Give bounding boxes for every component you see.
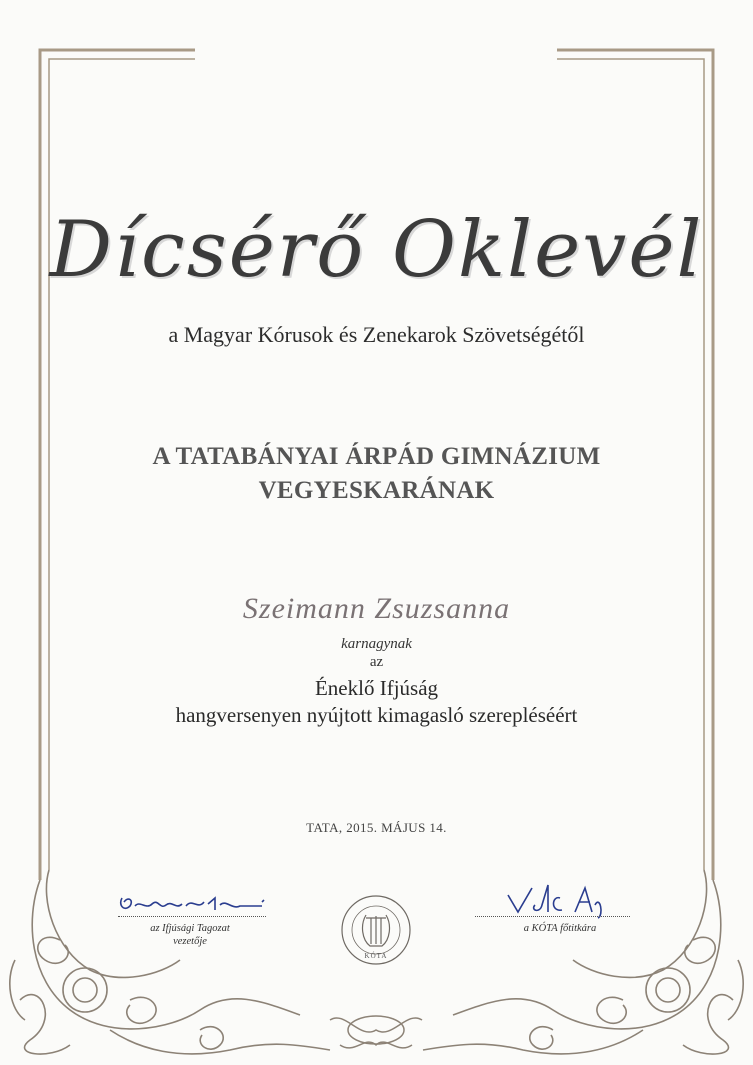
event-name: Éneklő Ifjúság (314, 676, 439, 700)
left-caption-line-2: vezetője (173, 936, 207, 947)
date-place: TATA, 2015. MÁJUS 14. (306, 820, 447, 835)
seal-bottom-text: KÓTA (364, 952, 388, 960)
left-signature (121, 898, 264, 910)
conductor-role: karnagynak (341, 636, 412, 652)
bottom-center-ornament (330, 1016, 422, 1048)
connector-word: az (369, 654, 384, 670)
left-signature-caption (130, 922, 250, 948)
right-signature-line (475, 916, 630, 917)
corner-ornament-right (423, 870, 743, 1054)
left-signature-line (118, 916, 266, 917)
conductor-name: Szeimann Zsuzsanna (242, 592, 511, 625)
recipient-line-2: VEGYESKARÁNAK (258, 477, 495, 504)
award-reason: hangversenyen nyújtott kimagasló szerepléséért (175, 703, 578, 727)
left-caption-line-1: az Ifjúsági Tagozat (150, 923, 230, 934)
lyre-icon (363, 915, 390, 946)
right-signature-caption: a KÓTA főtitkára (523, 923, 597, 934)
right-signature (508, 885, 601, 918)
recipient-line-1: A TATABÁNYAI ÁRPÁD GIMNÁZIUM (152, 443, 601, 470)
corner-ornament-left (10, 870, 330, 1054)
certificate-title: Dícsérő Oklevél (49, 205, 704, 295)
issuer-line: a Magyar Kórusok és Zenekarok Szövetségétől (168, 322, 585, 347)
recipient-block (0, 440, 753, 508)
